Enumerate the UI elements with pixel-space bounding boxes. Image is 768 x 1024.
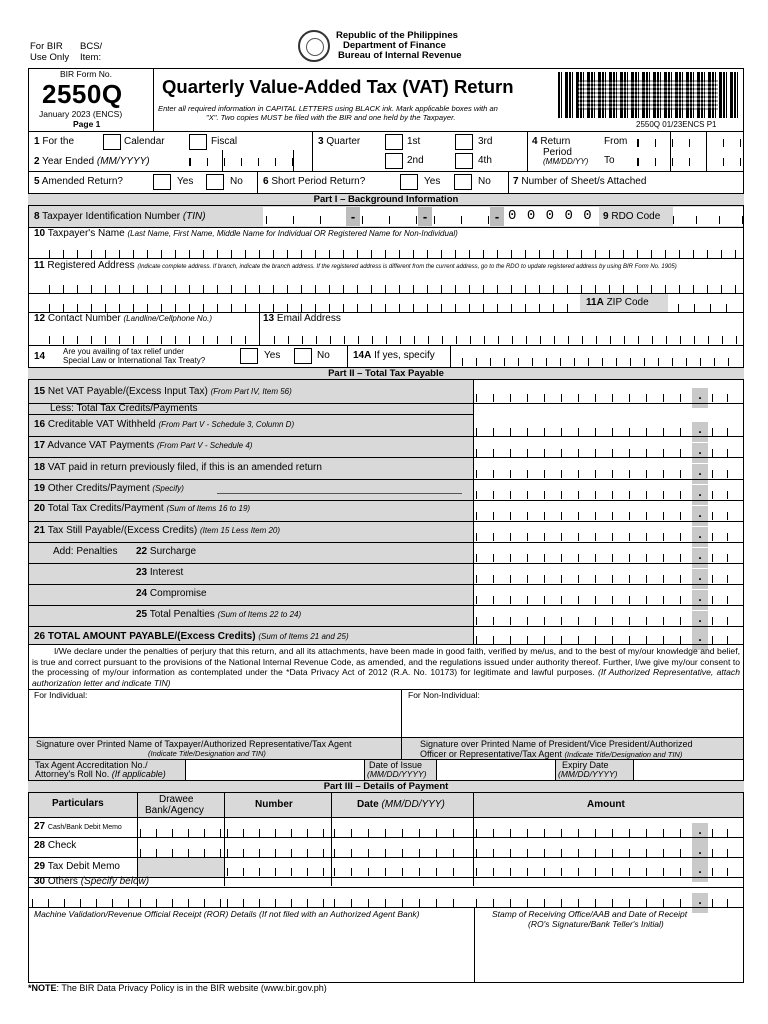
part2-heading: Part II – Total Tax Payable [28,367,744,380]
calendar-checkbox[interactable] [103,134,121,150]
registered-address-field-2[interactable] [49,304,577,312]
machine-validation-area[interactable] [32,925,470,980]
date-header: Date (MM/DD/YYY) [357,799,445,810]
agent-accreditation-label-2: Attorney's Roll No. (If applicable) [35,769,166,779]
row-28-label: 28 Check [34,840,77,851]
add-penalties-label: Add: Penalties [53,546,118,557]
form-no-label: BIR Form No. [60,69,112,79]
item-25-label: 25 Total Penalties (Sum of Items 22 to 24) [136,609,302,620]
period-to-field[interactable] [637,158,741,166]
tin-dash-1: - [346,207,360,226]
item-4-label: 4 Return [532,136,571,147]
item-4-format: (MM/DD/YY) [543,157,589,166]
tin-branch-code: 0 0 0 0 0 [508,208,593,224]
item-14-label: 14 [34,351,46,362]
item-11a-label: 11A ZIP Code [586,297,649,308]
row-29-number-field[interactable] [227,868,329,876]
expiry-date-label: Expiry Date [562,760,609,770]
quarter-2nd-checkbox[interactable] [385,153,403,169]
item-17-label: 17 Advance VAT Payments (From Part V - Schedule 4) [34,440,253,451]
amended-yes-checkbox[interactable] [153,174,171,190]
form-title: Quarterly Value-Added Tax (VAT) Return [162,76,514,97]
item-2-label: 2 Year Ended (MM/YYYY) [34,156,150,167]
item-3-label: 3 Quarter [318,136,361,147]
for-non-individual-label: For Non-Individual: [408,690,480,700]
item-23-label: 23 Interest [136,567,184,578]
item-14-question-1: Are you availing of tax relief under [63,347,184,356]
part1-heading: Part I – Background Information [28,193,744,206]
taxpayer-name-field[interactable] [49,250,741,258]
item-11-label: 11 Registered Address (Indicate complete address. If branch, indicate the branch address. If the registered address is different from the current address, go to the RDO to update registered address by using BIR Form No. 1905) [34,260,677,271]
email-address-field[interactable] [274,336,741,344]
less-credits-label: Less: Total Tax Credits/Payments [50,403,198,414]
date-of-issue-label: Date of Issue [369,760,423,770]
amended-no-label: No [230,176,243,187]
row-30-date-field[interactable] [334,899,470,907]
year-ended-field[interactable] [189,158,294,166]
item-21-label: 21 Tax Still Payable/(Excess Credits) (Item 15 Less Item 20) [34,525,281,536]
item-26-label: 26 TOTAL AMOUNT PAYABLE/(Excess Credits) (Sum of Items 21 and 25) [34,631,349,642]
item-19-label: 19 Other Credits/Payment (Specify) [34,483,184,494]
row-27-date-field[interactable] [334,829,470,837]
short-period-yes-label: Yes [424,176,441,187]
row-29-date-field[interactable] [334,868,470,876]
instruction-line-1: Enter all required information in CAPITAL LETTERS using BLACK ink. Mark applicable boxes with an [158,104,498,113]
bank-agency-header: Bank/Agency [145,805,204,816]
item-16-label: 16 Creditable VAT Withheld (From Part V - Schedule 3, Column D) [34,419,295,430]
fiscal-checkbox[interactable] [189,134,207,150]
form-number: 2550Q [42,79,123,109]
agent-accreditation-label-1: Tax Agent Accreditation No./ [35,760,148,770]
use-only-label: Use Only [30,52,70,63]
quarter-2nd-label: 2nd [407,155,424,166]
row-29-label: 29 Tax Debit Memo [34,861,120,872]
row-27-label: 27 Cash/Bank Debit Memo [34,821,122,832]
item-14-question-2: Special Law or International Tax Treaty? [63,356,206,365]
republic-label: Republic of the Philippines [336,30,458,41]
tax-relief-yes-checkbox[interactable] [240,348,258,364]
machine-validation-label: Machine Validation/Revenue Official Receipt (ROR) Details (If not filed with an Authorized Agent Bank) [34,909,420,919]
number-header: Number [255,799,293,810]
row-30-number-field[interactable] [227,899,329,907]
to-label: To [604,155,615,166]
tax-relief-specify-field[interactable] [462,358,741,366]
registered-address-field-1[interactable] [49,285,741,293]
calendar-label: Calendar [124,136,165,147]
barcode-caption: 2550Q 01/23ENCS P1 [636,120,717,129]
part3-heading: Part III – Details of Payment [28,780,744,793]
item-18-label: 18 VAT paid in return previously filed, if this is an amended return [34,462,322,473]
date-of-issue-field[interactable] [438,761,554,779]
other-credits-specify-field[interactable] [217,493,462,494]
amended-no-checkbox[interactable] [206,174,224,190]
tin-dash-3: - [490,207,504,226]
item-4-period: Period [543,147,572,158]
amount-header: Amount [587,799,625,810]
item-7-label: 7 Number of Sheet/s Attached [513,176,647,187]
declaration-text: I/We declare under the penalties of perjury that this return, and all its attachments, have been made in good faith, verified by me/us, and to the best of my/our knowledge and belief, is true and correct pursuant to the provisions of the National Internal Revenue Code, as amended, and the regulations issued under authority thereof. Further, I/we give my/our consent to the processing of my/our information as contemplated under the *Data Privacy Act of 2012 (R.A. No. 10173) for legitimate and lawful purposes. (If Authorized Representative, attach authorization letter and indicate TIN) [32,646,740,688]
page-number: Page 1 [73,119,101,129]
stamp-area[interactable] [478,932,740,980]
tin-dash-2: - [418,207,432,226]
non-individual-signature-caption-2: Officer or Representative/Tax Agent (Indicate Title/Designation and TIN) [420,749,683,759]
item-15-label: 15 Net VAT Payable/(Excess Input Tax) (From Part IV, Item 56) [34,386,292,397]
row-30-label: 30 Others (Specify below) [34,876,150,887]
item-6-label: 6 Short Period Return? [263,176,366,187]
quarter-3rd-label: 3rd [478,136,493,147]
individual-signature-hint: (Indicate Title/Designation and TIN) [148,749,266,758]
form-version: January 2023 (ENCS) [39,109,123,119]
item-12-label: 12 Contact Number (Landline/Cellphone No.) [34,313,212,324]
expiry-date-field[interactable] [635,761,741,779]
zip-code-field[interactable] [678,304,741,312]
tax-relief-no-checkbox[interactable] [294,348,312,364]
quarter-4th-label: 4th [478,155,492,166]
amended-yes-label: Yes [177,176,194,187]
drawee-header: Drawee [159,794,194,805]
from-label: From [604,136,628,147]
row-28-drawee-field[interactable] [140,849,222,857]
quarter-4th-checkbox[interactable] [455,153,473,169]
barcode-overlay [578,80,718,110]
tax-relief-yes-label: Yes [264,350,281,361]
row-27-drawee-field[interactable] [140,829,222,837]
fiscal-label: Fiscal [211,136,238,147]
bir-seal-icon [298,30,330,62]
quarter-1st-checkbox[interactable] [385,134,403,150]
bureau-label: Bureau of Internal Revenue [338,50,462,61]
individual-signature-caption: Signature over Printed Name of Taxpayer/Authorized Representative/Tax Agent [36,739,352,749]
instruction-line-2: "X". Two copies MUST be filed with the BIR and one held by the Taxpayer. [206,113,456,122]
non-individual-signature-field[interactable] [408,700,738,736]
row-30-specify-field[interactable] [32,899,136,907]
contact-number-field[interactable] [49,336,255,344]
privacy-note: *NOTE: The BIR Data Privacy Policy is in the BIR website (www.bir.gov.ph) [28,983,327,993]
item-1-label: 1 For the [34,136,75,147]
short-period-yes-checkbox[interactable] [400,174,418,190]
item-label: Item: [80,52,102,63]
for-bir-label: For BIR [30,41,63,52]
item-10-label: 10 Taxpayer's Name (Last Name, First Name, Middle Name for Individual OR Registered Name for Non-Individual) [34,228,458,239]
short-period-no-label: No [478,176,491,187]
quarter-1st-label: 1st [407,136,421,147]
row-30-drawee-field[interactable] [140,899,222,907]
agent-accreditation-field[interactable] [187,761,363,779]
row-28-number-field[interactable] [227,849,329,857]
department-label: Department of Finance [343,40,446,51]
stamp-label-1: Stamp of Receiving Office/AAB and Date of Receipt [492,909,688,919]
item-5-label: 5 Amended Return? [34,176,123,187]
bcs-label: BCS/ [80,41,103,52]
row-27-number-field[interactable] [227,829,329,837]
tax-relief-no-label: No [317,350,330,361]
quarter-3rd-checkbox[interactable] [455,134,473,150]
individual-signature-field[interactable] [34,700,396,736]
item-22-label: 22 Surcharge [136,546,197,557]
stamp-label-2: (RO's Signature/Bank Teller's Initial) [528,919,664,929]
for-individual-label: For Individual: [34,690,88,700]
item-24-label: 24 Compromise [136,588,207,599]
item-8-label: 8 Taxpayer Identification Number (TIN) [34,211,206,222]
period-from-field[interactable] [637,139,741,147]
particulars-header: Particulars [52,798,104,809]
date-of-issue-format: (MM/DD/YYYY) [367,769,427,779]
row-28-date-field[interactable] [334,849,470,857]
item-20-label: 20 Total Tax Credits/Payment (Sum of Items 16 to 19) [34,503,251,514]
item-13-label: 13 Email Address [263,313,341,324]
item-9-label: 9 RDO Code [603,211,661,222]
non-individual-signature-caption-1: Signature over Printed Name of President/Vice President/Authorized [420,739,693,749]
short-period-no-checkbox[interactable] [454,174,472,190]
expiry-date-format: (MM/DD/YYYY) [558,769,618,779]
item-14a-label: 14A If yes, specify [353,350,435,361]
